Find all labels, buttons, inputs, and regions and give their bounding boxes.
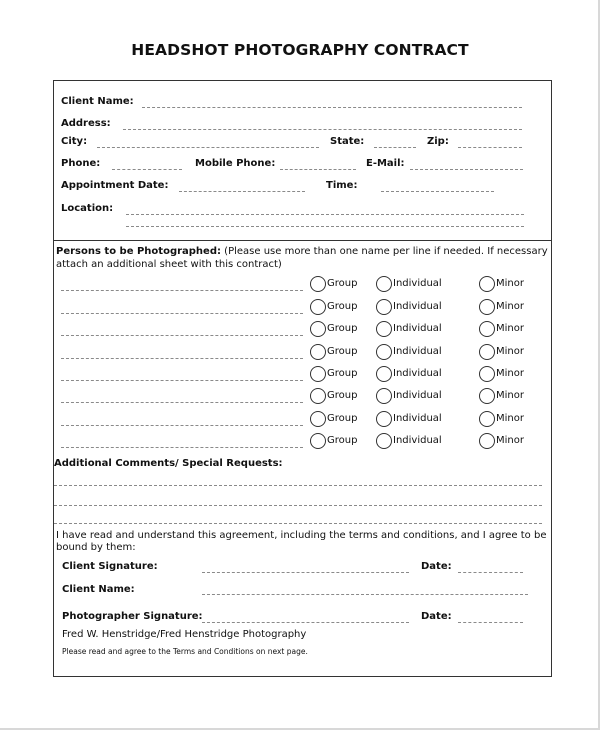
client-signature-date-label: Date: <box>421 561 452 572</box>
radio-individual[interactable] <box>376 344 392 360</box>
appointment-date-field[interactable] <box>179 191 305 192</box>
person-name-field[interactable] <box>61 402 303 403</box>
address-label: Address: <box>61 118 111 129</box>
radio-individual[interactable] <box>376 388 392 404</box>
radio-minor[interactable] <box>479 388 495 404</box>
city-field[interactable] <box>97 147 319 148</box>
client-name-field[interactable] <box>142 107 522 108</box>
radio-minor[interactable] <box>479 366 495 382</box>
persons-heading <box>56 246 548 257</box>
phone-label: Phone: <box>61 158 101 169</box>
zip-field[interactable] <box>458 147 522 148</box>
state-field[interactable] <box>374 147 416 148</box>
photographer-date-label: Date: <box>421 611 452 622</box>
client-signature-label: Client Signature: <box>62 561 158 572</box>
radio-group-label: Group <box>327 368 358 379</box>
person-name-field[interactable] <box>61 335 303 336</box>
location-label: Location: <box>61 203 114 214</box>
radio-minor-label: Minor <box>496 390 524 401</box>
person-name-field[interactable] <box>61 290 303 291</box>
phone-field[interactable] <box>112 169 182 170</box>
person-name-field[interactable] <box>61 425 303 426</box>
radio-minor-label: Minor <box>496 301 524 312</box>
mobile-phone-label: Mobile Phone: <box>195 158 276 169</box>
persons-heading-label: Persons to be Photographed: <box>56 246 221 257</box>
agreement-text-line2: bound by them: <box>56 542 136 553</box>
radio-minor-label: Minor <box>496 346 524 357</box>
person-name-field[interactable] <box>61 313 303 314</box>
radio-individual[interactable] <box>376 299 392 315</box>
radio-individual-label: Individual <box>393 368 442 379</box>
client-name-label: Client Name: <box>61 96 134 107</box>
city-label: City: <box>61 136 88 147</box>
location-field-line2[interactable] <box>126 226 524 227</box>
time-field[interactable] <box>381 191 494 192</box>
radio-individual[interactable] <box>376 276 392 292</box>
person-name-field[interactable] <box>61 358 303 359</box>
comments-field-line2[interactable] <box>54 505 542 506</box>
radio-group[interactable] <box>310 299 326 315</box>
zip-label: Zip: <box>427 136 449 147</box>
radio-minor[interactable] <box>479 433 495 449</box>
radio-group[interactable] <box>310 388 326 404</box>
radio-minor[interactable] <box>479 321 495 337</box>
radio-minor[interactable] <box>479 299 495 315</box>
photographer-name: Fred W. Henstridge/Fred Henstridge Photography <box>62 629 307 640</box>
radio-group[interactable] <box>310 276 326 292</box>
client-signature-field[interactable] <box>202 572 409 573</box>
client-signature-date-field[interactable] <box>458 572 523 573</box>
radio-minor-label: Minor <box>496 278 524 289</box>
radio-individual-label: Individual <box>393 301 442 312</box>
persons-note: (Please use more than one name per line if needed. If necessary <box>221 246 548 257</box>
comments-field-line3[interactable] <box>54 523 542 524</box>
email-label: E-Mail: <box>366 158 405 169</box>
radio-minor-label: Minor <box>496 368 524 379</box>
section-divider <box>53 240 552 241</box>
photographer-date-field[interactable] <box>458 622 523 623</box>
comments-field-line1[interactable] <box>54 485 542 486</box>
person-name-field[interactable] <box>61 447 303 448</box>
radio-individual-label: Individual <box>393 346 442 357</box>
comments-heading: Additional Comments/ Special Requests: <box>54 458 283 469</box>
radio-group[interactable] <box>310 321 326 337</box>
radio-minor[interactable] <box>479 276 495 292</box>
radio-individual-label: Individual <box>393 435 442 446</box>
radio-individual[interactable] <box>376 433 392 449</box>
radio-minor-label: Minor <box>496 435 524 446</box>
radio-group-label: Group <box>327 390 358 401</box>
location-field-line1[interactable] <box>126 214 524 215</box>
time-label: Time: <box>326 180 358 191</box>
radio-group-label: Group <box>327 413 358 424</box>
radio-minor-label: Minor <box>496 413 524 424</box>
radio-minor-label: Minor <box>496 323 524 334</box>
photographer-signature-label: Photographer Signature: <box>62 611 203 622</box>
radio-individual-label: Individual <box>393 323 442 334</box>
mobile-phone-field[interactable] <box>280 169 356 170</box>
email-field[interactable] <box>410 169 523 170</box>
client-name-signature-field[interactable] <box>202 594 528 595</box>
radio-individual[interactable] <box>376 321 392 337</box>
radio-group[interactable] <box>310 411 326 427</box>
radio-group-label: Group <box>327 435 358 446</box>
radio-group-label: Group <box>327 278 358 289</box>
terms-note: Please read and agree to the Terms and Conditions on next page. <box>62 647 308 656</box>
agreement-text-line1: I have read and understand this agreement, including the terms and conditions, and I agree to be <box>56 530 547 541</box>
radio-individual-label: Individual <box>393 278 442 289</box>
radio-group[interactable] <box>310 344 326 360</box>
radio-individual[interactable] <box>376 411 392 427</box>
radio-group-label: Group <box>327 323 358 334</box>
photographer-signature-field[interactable] <box>202 622 409 623</box>
radio-group-label: Group <box>327 301 358 312</box>
appointment-date-label: Appointment Date: <box>61 180 169 191</box>
radio-individual-label: Individual <box>393 413 442 424</box>
radio-minor[interactable] <box>479 411 495 427</box>
radio-individual-label: Individual <box>393 390 442 401</box>
persons-note-line2: attach an additional sheet with this contract) <box>56 259 282 270</box>
radio-group[interactable] <box>310 366 326 382</box>
client-name-signature-label: Client Name: <box>62 584 135 595</box>
radio-minor[interactable] <box>479 344 495 360</box>
person-name-field[interactable] <box>61 380 303 381</box>
document-title: HEADSHOT PHOTOGRAPHY CONTRACT <box>131 41 469 59</box>
radio-group[interactable] <box>310 433 326 449</box>
address-field[interactable] <box>123 129 522 130</box>
state-label: State: <box>330 136 365 147</box>
radio-individual[interactable] <box>376 366 392 382</box>
radio-group-label: Group <box>327 346 358 357</box>
